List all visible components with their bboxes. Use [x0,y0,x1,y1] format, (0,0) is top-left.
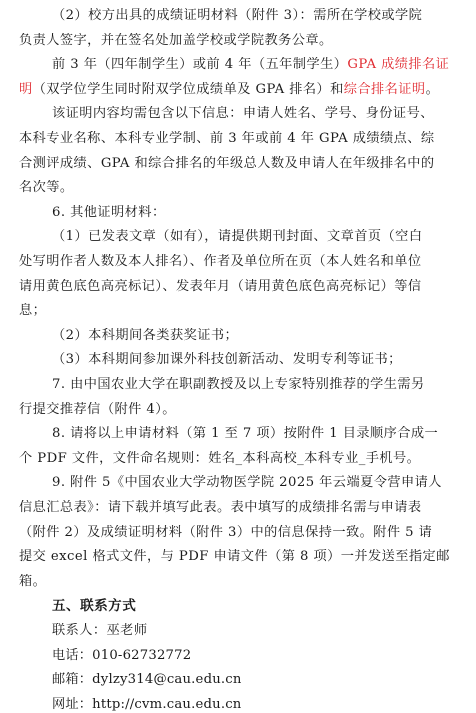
cert-materials-line-2: 负责人签字，并在签名处加盖学校或学院教务公章。 [19,32,333,48]
gpa-rank-highlight-cont: 明 [19,81,33,97]
item8-line-2: 个 PDF 文件，文件命名规则：姓名_本科高校_本科专业_手机号。 [19,450,421,466]
item9-line-4: 提交 excel 格式文件，与 PDF 申请文件（第 8 项）一并发送至指定邮 [19,549,450,565]
item9-line-1: 9. 附件 5《中国农业大学动物医学院 2025 年云端夏令营申请人 [52,475,442,491]
item8-line-1: 8. 请将以上申请材料（第 1 至 7 项）按附件 1 目录顺序合成一 [52,426,439,442]
period: 。 [425,81,440,97]
item6-sub1-line-2: 处写明作者人数及本人排名）、作者及单位所在页（本人姓名和单位 [19,254,422,269]
item9-line-5: 箱。 [19,573,47,589]
cert-materials-line-1: （2）校方出具的成绩证明材料（附件 3）：需所在学校或学院 [52,8,423,23]
contact-person: 联系人：巫老师 [52,623,148,638]
contact-email: 邮箱：dylzy314@cau.edu.cn [52,672,242,688]
overall-rank-highlight: 综合排名证明 [343,81,426,97]
item7-line-1: 7. 由中国农业大学在职副教授及以上专家特别推荐的学生需另 [52,377,425,392]
item6-sub1-line-3: 请用黄色底色高亮标记）、发表年月（请用黄色底色高亮标记）等信 [19,278,422,294]
cert-content-line-1: 该证明内容均需包含以下信息：申请人姓名、学号、身份证号、 [52,106,434,122]
double-degree-note: （双学位学生同时附双学位成绩单及 GPA 排名）和 [32,81,344,97]
contact-website: 网址：http://cvm.cau.edu.cn [52,696,242,712]
item6-sub1-line-4: 息； [19,303,47,319]
cert-content-line-4: 名次等。 [19,180,74,196]
contact-phone: 电话：010-62732772 [52,647,192,663]
cert-content-line-3: 合测评成绩、GPA 和综合排名的年级总人数及申请人在年级排名中的 [19,155,435,171]
item9-line-3: （附件 2）及成绩证明材料（附件 3）中的信息保持一致。附件 5 请 [19,524,433,540]
gpa-rank-line-2 [19,82,476,98]
cert-content-line-2: 本科专业名称、本科专业学制、前 3 年或前 4 年 GPA 成绩绩点、综 [19,131,435,146]
item6-heading: 6. 其他证明材料： [52,204,166,220]
item6-sub1-line-1: （1）已发表文章（如有），请提供期刊封面、文章首页（空白 [52,229,423,245]
item9-line-2: 信息汇总表》：请下载并填写此表。表中填写的成绩排名需与申请表 [19,500,422,515]
gpa-rank-highlight: GPA 成绩排名证 [347,57,450,73]
item6-sub3: （3）本科期间参加课外科技创新活动、发明专利等证书； [52,352,402,368]
gpa-rank-line-1 [52,57,476,73]
item6-sub2: （2）本科期间各类获奖证书； [52,327,239,343]
item7-line-2: 行提交推荐信（附件 4）。 [19,401,176,417]
gpa-rank-text: 前 3 年（四年制学生）或前 4 年（五年制学生） [52,57,348,73]
contact-heading: 五、联系方式 [52,598,137,615]
